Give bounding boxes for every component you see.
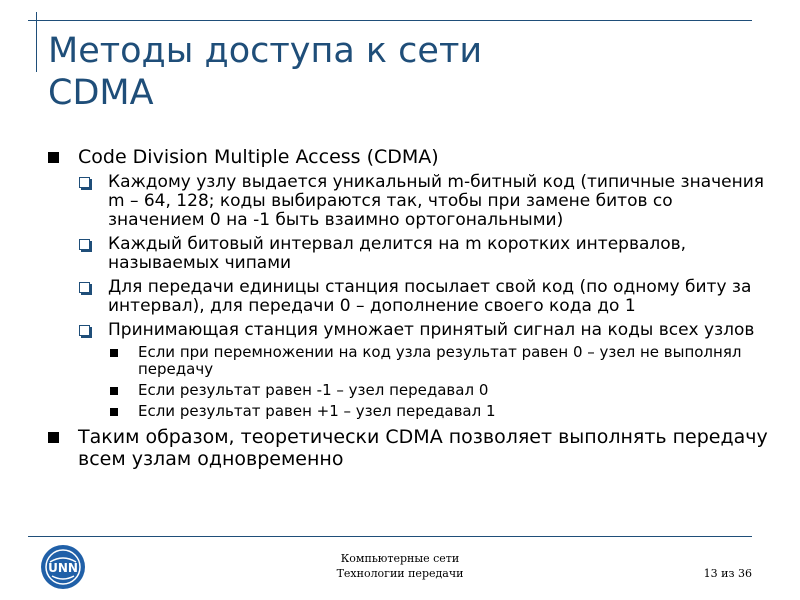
footer-rule (28, 536, 752, 537)
left-rule (36, 12, 37, 72)
bullet-level1 (48, 426, 768, 470)
slide-title-line-2: CDMA (48, 73, 154, 113)
checkbox-bullet-icon (79, 177, 90, 188)
slide-title-line-1: Методы доступа к сети (48, 31, 483, 71)
page-number: 13 из 36 (703, 567, 752, 580)
bullet-level1 (48, 146, 768, 168)
logo-text: UNN (48, 561, 78, 575)
bullet-level2 (78, 173, 768, 230)
bullet-text: Если результат равен +1 – узел передавал 1 (138, 402, 496, 420)
bullet-level3 (108, 403, 768, 420)
square-bullet-icon (48, 432, 59, 443)
footer-course: Компьютерные сети (340, 552, 460, 565)
bullet-level2 (78, 235, 768, 273)
university-logo-icon (40, 544, 86, 590)
bullet-text: Принимающая станция умножает принятый сигнал на коды всех узлов (108, 320, 755, 340)
bullet-text: Если результат равен -1 – узел передавал 0 (138, 381, 489, 399)
slide-title (48, 30, 482, 114)
square-bullet-icon (48, 152, 59, 163)
bullet-text: Code Division Multiple Access (CDMA) (78, 146, 439, 168)
square-bullet-icon (110, 349, 118, 357)
bullet-text: Таким образом, теоретически CDMA позволяет выполнять передачу всем узлам одновременно (78, 426, 768, 470)
bullet-text: Каждый битовый интервал делится на m коротких интервалов, называемых чипами (108, 234, 687, 273)
checkbox-bullet-icon (79, 282, 90, 293)
checkbox-bullet-icon (79, 325, 90, 336)
bullet-level3 (108, 382, 768, 399)
bullet-level2 (78, 278, 768, 316)
footer-topic: Технологии передачи (336, 567, 464, 580)
slide-content (48, 142, 768, 470)
bullet-text: Для передачи единицы станция посылает свой код (по одному биту за интервал), для передачи 0 – дополнение своего кода до 1 (108, 277, 752, 316)
bullet-text: Если при перемножении на код узла результат равен 0 – узел не выполнял передачу (138, 343, 742, 378)
square-bullet-icon (110, 387, 118, 395)
square-bullet-icon (110, 408, 118, 416)
footer-caption (300, 551, 500, 581)
top-rule (28, 20, 752, 21)
bullet-level2 (78, 321, 768, 340)
checkbox-bullet-icon (79, 239, 90, 250)
bullet-text: Каждому узлу выдается уникальный m-битный код (типичные значения m – 64, 128; коды выбираются так, чтобы при замене битов со значением 0 на -1 быть взаимно ортогональными) (108, 172, 765, 230)
bullet-level3 (108, 344, 768, 378)
